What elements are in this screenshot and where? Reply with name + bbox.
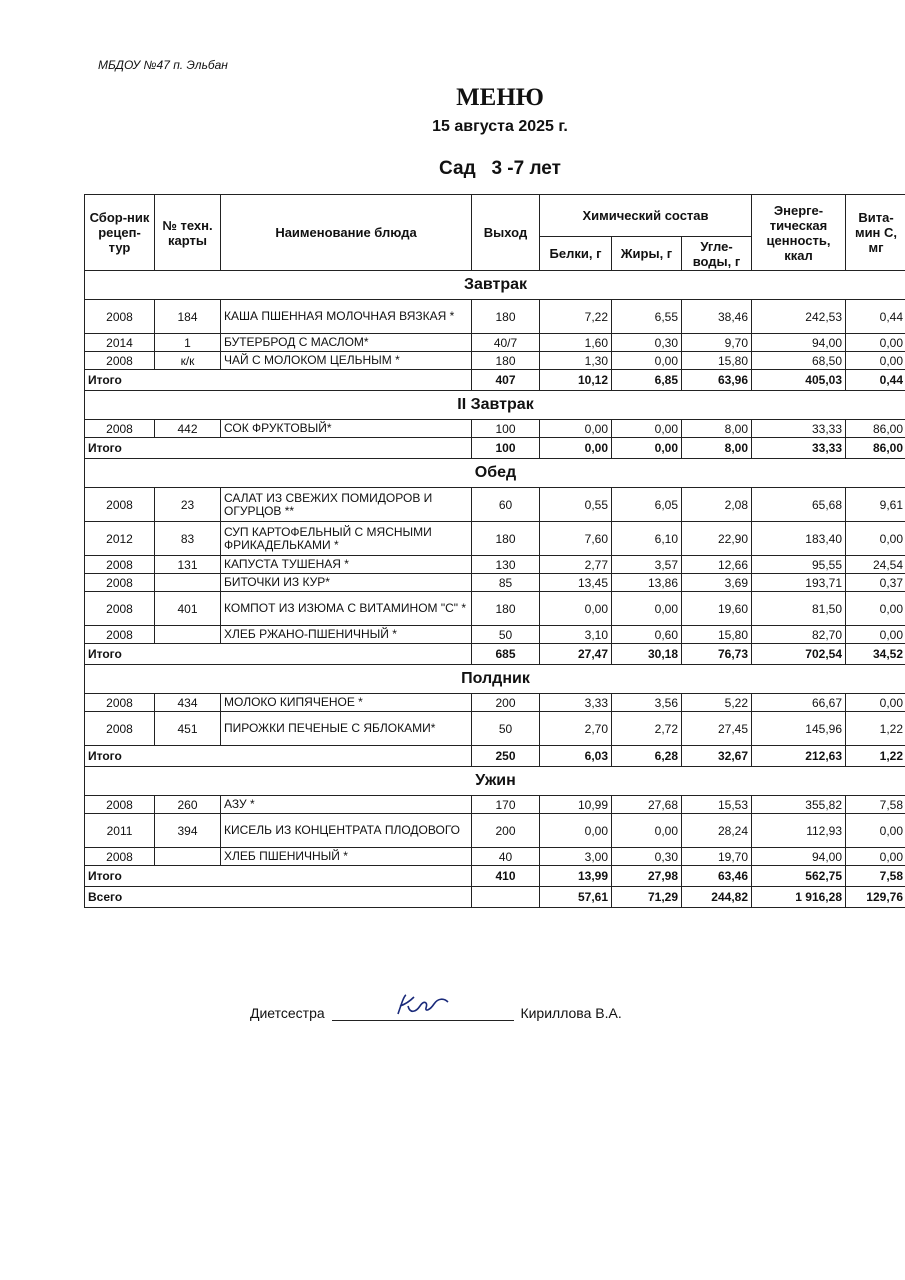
output-cell: 60: [472, 488, 540, 522]
total-output-cell: 100: [472, 438, 540, 459]
total-carbs-cell: 63,96: [682, 370, 752, 391]
carbs-cell: 2,08: [682, 488, 752, 522]
total-carbs-cell: 8,00: [682, 438, 752, 459]
total-label: Итого: [85, 644, 472, 665]
col-protein: Белки, г: [540, 237, 612, 271]
fat-cell: 0,00: [612, 592, 682, 626]
fat-cell: 27,68: [612, 796, 682, 814]
total-carbs-cell: 63,46: [682, 866, 752, 887]
vitamin-c-cell: 1,22: [846, 712, 905, 746]
total-output-cell: 250: [472, 746, 540, 767]
total-carbs-cell: 76,73: [682, 644, 752, 665]
col-carbs: Угле-воды, г: [682, 237, 752, 271]
output-cell: 40: [472, 848, 540, 866]
vitamin-c-cell: 0,00: [846, 352, 905, 370]
vitamin-c-cell: 0,00: [846, 592, 905, 626]
vitamin-c-cell: 0,00: [846, 694, 905, 712]
fat-cell: 3,56: [612, 694, 682, 712]
total-energy-cell: 212,63: [752, 746, 846, 767]
output-cell: 40/7: [472, 334, 540, 352]
energy-cell: 193,71: [752, 574, 846, 592]
total-vitamin-c-cell: 34,52: [846, 644, 905, 665]
carbs-cell: 15,80: [682, 626, 752, 644]
energy-cell: 94,00: [752, 334, 846, 352]
protein-cell: 7,60: [540, 522, 612, 556]
vitamin-c-cell: 0,00: [846, 848, 905, 866]
total-vitamin-c-cell: 1,22: [846, 746, 905, 767]
handwritten-signature: [392, 992, 462, 1018]
grand-total-carbs-cell: 244,82: [682, 887, 752, 908]
vitamin-c-cell: 7,58: [846, 796, 905, 814]
vitamin-c-cell: 0,00: [846, 814, 905, 848]
protein-cell: 0,55: [540, 488, 612, 522]
total-label: Итого: [85, 370, 472, 391]
table-row: [85, 592, 905, 626]
total-vitamin-c-cell: 7,58: [846, 866, 905, 887]
fat-cell: 0,00: [612, 420, 682, 438]
total-protein-cell: 13,99: [540, 866, 612, 887]
dish-name-cell: ХЛЕБ ПШЕНИЧНЫЙ *: [221, 848, 472, 866]
energy-cell: 68,50: [752, 352, 846, 370]
output-cell: 180: [472, 522, 540, 556]
dish-name-cell: СОК ФРУКТОВЫЙ*: [221, 420, 472, 438]
table-row: [85, 712, 905, 746]
protein-cell: 13,45: [540, 574, 612, 592]
protein-cell: 10,99: [540, 796, 612, 814]
table-row: [85, 352, 905, 370]
carbs-cell: 19,60: [682, 592, 752, 626]
grand-total-vitamin-c-cell: 129,76: [846, 887, 905, 908]
col-vitc: Вита-мин С, мг: [846, 195, 905, 271]
fat-cell: 0,00: [612, 352, 682, 370]
total-row: [85, 438, 905, 459]
total-fat-cell: 0,00: [612, 438, 682, 459]
card-cell: [155, 848, 221, 866]
output-cell: 100: [472, 420, 540, 438]
table-row: [85, 574, 905, 592]
collection-cell: 2008: [85, 488, 155, 522]
total-fat-cell: 27,98: [612, 866, 682, 887]
section-row: [85, 391, 905, 420]
total-carbs-cell: 32,67: [682, 746, 752, 767]
energy-cell: 183,40: [752, 522, 846, 556]
protein-cell: 7,22: [540, 300, 612, 334]
grand-total-output-cell: [472, 887, 540, 908]
carbs-cell: 9,70: [682, 334, 752, 352]
output-cell: 180: [472, 352, 540, 370]
collection-cell: 2012: [85, 522, 155, 556]
col-card: № техн. карты: [155, 195, 221, 271]
output-cell: 85: [472, 574, 540, 592]
carbs-cell: 19,70: [682, 848, 752, 866]
dish-name-cell: САЛАТ ИЗ СВЕЖИХ ПОМИДОРОВ И ОГУРЦОВ **: [221, 488, 472, 522]
protein-cell: 1,30: [540, 352, 612, 370]
table-row: [85, 420, 905, 438]
output-cell: 180: [472, 592, 540, 626]
vitamin-c-cell: 0,37: [846, 574, 905, 592]
total-row: [85, 866, 905, 887]
total-fat-cell: 6,85: [612, 370, 682, 391]
table-row: [85, 300, 905, 334]
card-cell: 23: [155, 488, 221, 522]
fat-cell: 6,10: [612, 522, 682, 556]
dish-name-cell: КАПУСТА ТУШЕНАЯ *: [221, 556, 472, 574]
card-cell: 131: [155, 556, 221, 574]
carbs-cell: 12,66: [682, 556, 752, 574]
card-cell: 442: [155, 420, 221, 438]
section-row: [85, 767, 905, 796]
table-row: [85, 488, 905, 522]
total-row: [85, 370, 905, 391]
fat-cell: 6,55: [612, 300, 682, 334]
menu-body: [85, 271, 905, 908]
col-fat: Жиры, г: [612, 237, 682, 271]
carbs-cell: 22,90: [682, 522, 752, 556]
card-cell: 83: [155, 522, 221, 556]
grand-total-protein-cell: 57,61: [540, 887, 612, 908]
card-cell: [155, 574, 221, 592]
total-protein-cell: 27,47: [540, 644, 612, 665]
protein-cell: 0,00: [540, 814, 612, 848]
fat-cell: 6,05: [612, 488, 682, 522]
collection-cell: 2014: [85, 334, 155, 352]
card-cell: 434: [155, 694, 221, 712]
energy-cell: 112,93: [752, 814, 846, 848]
total-output-cell: 685: [472, 644, 540, 665]
vitamin-c-cell: 24,54: [846, 556, 905, 574]
dish-name-cell: БИТОЧКИ ИЗ КУР*: [221, 574, 472, 592]
table-row: [85, 522, 905, 556]
section-row: [85, 271, 905, 300]
grand-total-energy-cell: 1 916,28: [752, 887, 846, 908]
section-title: Ужин: [85, 767, 905, 796]
energy-cell: 145,96: [752, 712, 846, 746]
energy-cell: 94,00: [752, 848, 846, 866]
dish-name-cell: ХЛЕБ РЖАНО-ПШЕНИЧНЫЙ *: [221, 626, 472, 644]
organization-name: МБДОУ №47 п. Эльбан: [98, 58, 228, 72]
total-label: Итого: [85, 866, 472, 887]
output-cell: 200: [472, 814, 540, 848]
fat-cell: 13,86: [612, 574, 682, 592]
section-title: Завтрак: [85, 271, 905, 300]
total-vitamin-c-cell: 86,00: [846, 438, 905, 459]
collection-cell: 2008: [85, 796, 155, 814]
carbs-cell: 15,80: [682, 352, 752, 370]
collection-cell: 2011: [85, 814, 155, 848]
collection-cell: 2008: [85, 556, 155, 574]
signature-block: [250, 1005, 622, 1021]
grand-total-fat-cell: 71,29: [612, 887, 682, 908]
grand-total-row: [85, 887, 905, 908]
vitamin-c-cell: 86,00: [846, 420, 905, 438]
output-cell: 180: [472, 300, 540, 334]
dish-name-cell: КОМПОТ ИЗ ИЗЮМА С ВИТАМИНОМ "С" *: [221, 592, 472, 626]
card-cell: [155, 626, 221, 644]
section-title: Полдник: [85, 665, 905, 694]
age-group: Сад 3 -7 лет: [439, 158, 561, 179]
output-cell: 130: [472, 556, 540, 574]
table-row: [85, 814, 905, 848]
total-label: Итого: [85, 438, 472, 459]
dish-name-cell: МОЛОКО КИПЯЧЕНОЕ *: [221, 694, 472, 712]
protein-cell: 3,00: [540, 848, 612, 866]
total-protein-cell: 6,03: [540, 746, 612, 767]
col-energy: Энерге-тическая ценность, ккал: [752, 195, 846, 271]
vitamin-c-cell: 0,00: [846, 626, 905, 644]
carbs-cell: 28,24: [682, 814, 752, 848]
protein-cell: 2,70: [540, 712, 612, 746]
menu-date: 15 августа 2025 г.: [432, 118, 568, 135]
total-row: [85, 644, 905, 665]
protein-cell: 3,33: [540, 694, 612, 712]
grand-total-label: Всего: [85, 887, 472, 908]
total-vitamin-c-cell: 0,44: [846, 370, 905, 391]
col-output: Выход: [472, 195, 540, 271]
col-name: Наименование блюда: [221, 195, 472, 271]
dish-name-cell: КИСЕЛЬ ИЗ КОНЦЕНТРАТА ПЛОДОВОГО: [221, 814, 472, 848]
output-cell: 50: [472, 626, 540, 644]
signature-role: Диетсестра: [250, 1005, 325, 1021]
protein-cell: 3,10: [540, 626, 612, 644]
section-title: Обед: [85, 459, 905, 488]
card-cell: к/к: [155, 352, 221, 370]
table-row: [85, 848, 905, 866]
energy-cell: 82,70: [752, 626, 846, 644]
carbs-cell: 15,53: [682, 796, 752, 814]
fat-cell: 0,60: [612, 626, 682, 644]
collection-cell: 2008: [85, 626, 155, 644]
fat-cell: 3,57: [612, 556, 682, 574]
energy-cell: 355,82: [752, 796, 846, 814]
total-fat-cell: 6,28: [612, 746, 682, 767]
carbs-cell: 27,45: [682, 712, 752, 746]
section-title: II Завтрак: [85, 391, 905, 420]
dish-name-cell: ЧАЙ С МОЛОКОМ ЦЕЛЬНЫМ *: [221, 352, 472, 370]
menu-table: [84, 194, 905, 908]
card-cell: 394: [155, 814, 221, 848]
vitamin-c-cell: 0,00: [846, 334, 905, 352]
page-title: МЕНЮ: [456, 84, 544, 111]
total-protein-cell: 0,00: [540, 438, 612, 459]
col-chem: Химический состав: [540, 195, 752, 237]
collection-cell: 2008: [85, 574, 155, 592]
fat-cell: 0,30: [612, 848, 682, 866]
energy-cell: 33,33: [752, 420, 846, 438]
total-output-cell: 410: [472, 866, 540, 887]
signature-name: Кириллова В.А.: [520, 1005, 622, 1021]
collection-cell: 2008: [85, 694, 155, 712]
table-row: [85, 694, 905, 712]
output-cell: 50: [472, 712, 540, 746]
energy-cell: 95,55: [752, 556, 846, 574]
total-output-cell: 407: [472, 370, 540, 391]
dish-name-cell: БУТЕРБРОД С МАСЛОМ*: [221, 334, 472, 352]
carbs-cell: 38,46: [682, 300, 752, 334]
energy-cell: 65,68: [752, 488, 846, 522]
collection-cell: 2008: [85, 848, 155, 866]
section-row: [85, 459, 905, 488]
section-row: [85, 665, 905, 694]
total-protein-cell: 10,12: [540, 370, 612, 391]
fat-cell: 2,72: [612, 712, 682, 746]
energy-cell: 242,53: [752, 300, 846, 334]
vitamin-c-cell: 0,44: [846, 300, 905, 334]
collection-cell: 2008: [85, 352, 155, 370]
fat-cell: 0,00: [612, 814, 682, 848]
carbs-cell: 8,00: [682, 420, 752, 438]
carbs-cell: 3,69: [682, 574, 752, 592]
table-row: [85, 334, 905, 352]
collection-cell: 2008: [85, 592, 155, 626]
carbs-cell: 5,22: [682, 694, 752, 712]
vitamin-c-cell: 9,61: [846, 488, 905, 522]
dish-name-cell: КАША ПШЕННАЯ МОЛОЧНАЯ ВЯЗКАЯ *: [221, 300, 472, 334]
card-cell: 1: [155, 334, 221, 352]
collection-cell: 2008: [85, 420, 155, 438]
total-row: [85, 746, 905, 767]
table-row: [85, 556, 905, 574]
protein-cell: 2,77: [540, 556, 612, 574]
total-energy-cell: 33,33: [752, 438, 846, 459]
energy-cell: 81,50: [752, 592, 846, 626]
card-cell: 401: [155, 592, 221, 626]
collection-cell: 2008: [85, 300, 155, 334]
total-energy-cell: 702,54: [752, 644, 846, 665]
dish-name-cell: СУП КАРТОФЕЛЬНЫЙ С МЯСНЫМИ ФРИКАДЕЛЬКАМИ *: [221, 522, 472, 556]
output-cell: 170: [472, 796, 540, 814]
signature-line: [332, 1006, 514, 1021]
collection-cell: 2008: [85, 712, 155, 746]
total-fat-cell: 30,18: [612, 644, 682, 665]
card-cell: 260: [155, 796, 221, 814]
total-energy-cell: 405,03: [752, 370, 846, 391]
total-energy-cell: 562,75: [752, 866, 846, 887]
energy-cell: 66,67: [752, 694, 846, 712]
table-row: [85, 626, 905, 644]
fat-cell: 0,30: [612, 334, 682, 352]
total-label: Итого: [85, 746, 472, 767]
protein-cell: 1,60: [540, 334, 612, 352]
table-row: [85, 796, 905, 814]
protein-cell: 0,00: [540, 592, 612, 626]
card-cell: 184: [155, 300, 221, 334]
output-cell: 200: [472, 694, 540, 712]
col-collection: Сбор-ник рецеп-тур: [85, 195, 155, 271]
card-cell: 451: [155, 712, 221, 746]
protein-cell: 0,00: [540, 420, 612, 438]
dish-name-cell: АЗУ *: [221, 796, 472, 814]
vitamin-c-cell: 0,00: [846, 522, 905, 556]
dish-name-cell: ПИРОЖКИ ПЕЧЕНЫЕ С ЯБЛОКАМИ*: [221, 712, 472, 746]
